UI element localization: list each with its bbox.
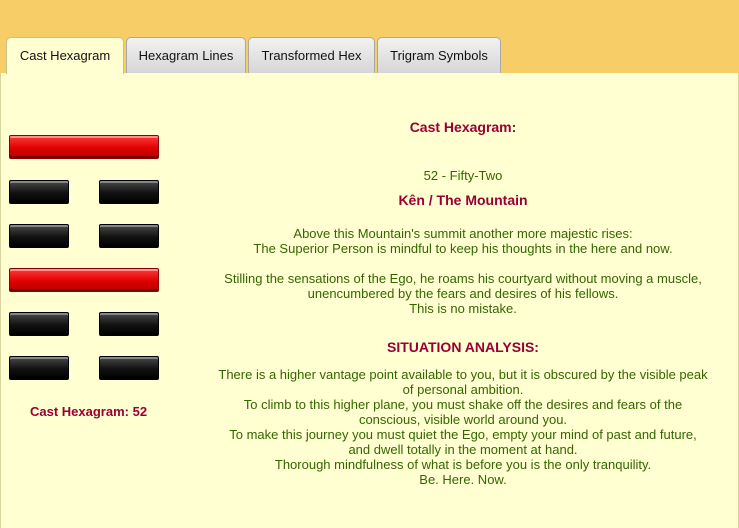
hexagram-line-1-broken-right	[99, 356, 159, 380]
hexagram-name: Kên / The Mountain	[398, 192, 528, 208]
situation-analysis-heading: SITUATION ANALYSIS:	[387, 339, 539, 355]
hexagram-line-5-broken-left	[9, 180, 69, 204]
analysis-line: To make this journey you must quiet the Ego, empty your mind of past and future,	[229, 427, 697, 442]
judgment-line: Stilling the sensations of the Ego, he roams his courtyard without moving a muscle,	[224, 271, 702, 286]
hexagram-line-4-broken-left	[9, 224, 69, 248]
image-line: The Superior Person is mindful to keep his thoughts in the here and now.	[253, 241, 673, 256]
hexagram-line-1-broken-left	[9, 356, 69, 380]
judgment-line: This is no mistake.	[409, 301, 517, 316]
analysis-line: There is a higher vantage point available to you, but it is obscured by the visible peak	[218, 367, 708, 382]
hexagram-line-6-solid	[9, 135, 159, 159]
image-line: Above this Mountain's summit another more majestic rises:	[293, 226, 633, 241]
hexagram-number: 52 - Fifty-Two	[423, 168, 503, 183]
hexagram-line-2-broken-right	[99, 312, 159, 336]
cast-hexagram-number-label: Cast Hexagram: 52	[30, 404, 148, 419]
analysis-line: and dwell totally in the moment at hand.	[348, 442, 578, 457]
image-text	[187, 226, 739, 256]
hexagram-line-3-solid	[9, 268, 159, 292]
situation-analysis-text	[187, 367, 739, 487]
analysis-line: To climb to this higher plane, you must shake off the desires and fears of the	[243, 397, 683, 412]
hexagram-figure	[9, 0, 159, 528]
cast-hexagram-heading: Cast Hexagram:	[409, 119, 517, 135]
tab-cast-hexagram[interactable]: Cast Hexagram	[6, 37, 124, 74]
hexagram-line-5-broken-right	[99, 180, 159, 204]
judgment-text	[187, 271, 739, 316]
tab-transformed-hex[interactable]: Transformed Hex	[248, 37, 375, 73]
analysis-line: conscious, visible world around you.	[358, 412, 568, 427]
analysis-line: of personal ambition.	[402, 382, 524, 397]
tab-hexagram-lines[interactable]: Hexagram Lines	[126, 37, 246, 73]
judgment-line: unencumbered by the fears and desires of his fellows.	[307, 286, 619, 301]
analysis-line: Be. Here. Now.	[419, 472, 507, 487]
hexagram-description	[187, 120, 739, 487]
tab-trigram-symbols[interactable]: Trigram Symbols	[377, 37, 501, 73]
hexagram-line-2-broken-left	[9, 312, 69, 336]
hexagram-line-4-broken-right	[99, 224, 159, 248]
analysis-line: Thorough mindfulness of what is before you is the only tranquility.	[274, 457, 652, 472]
